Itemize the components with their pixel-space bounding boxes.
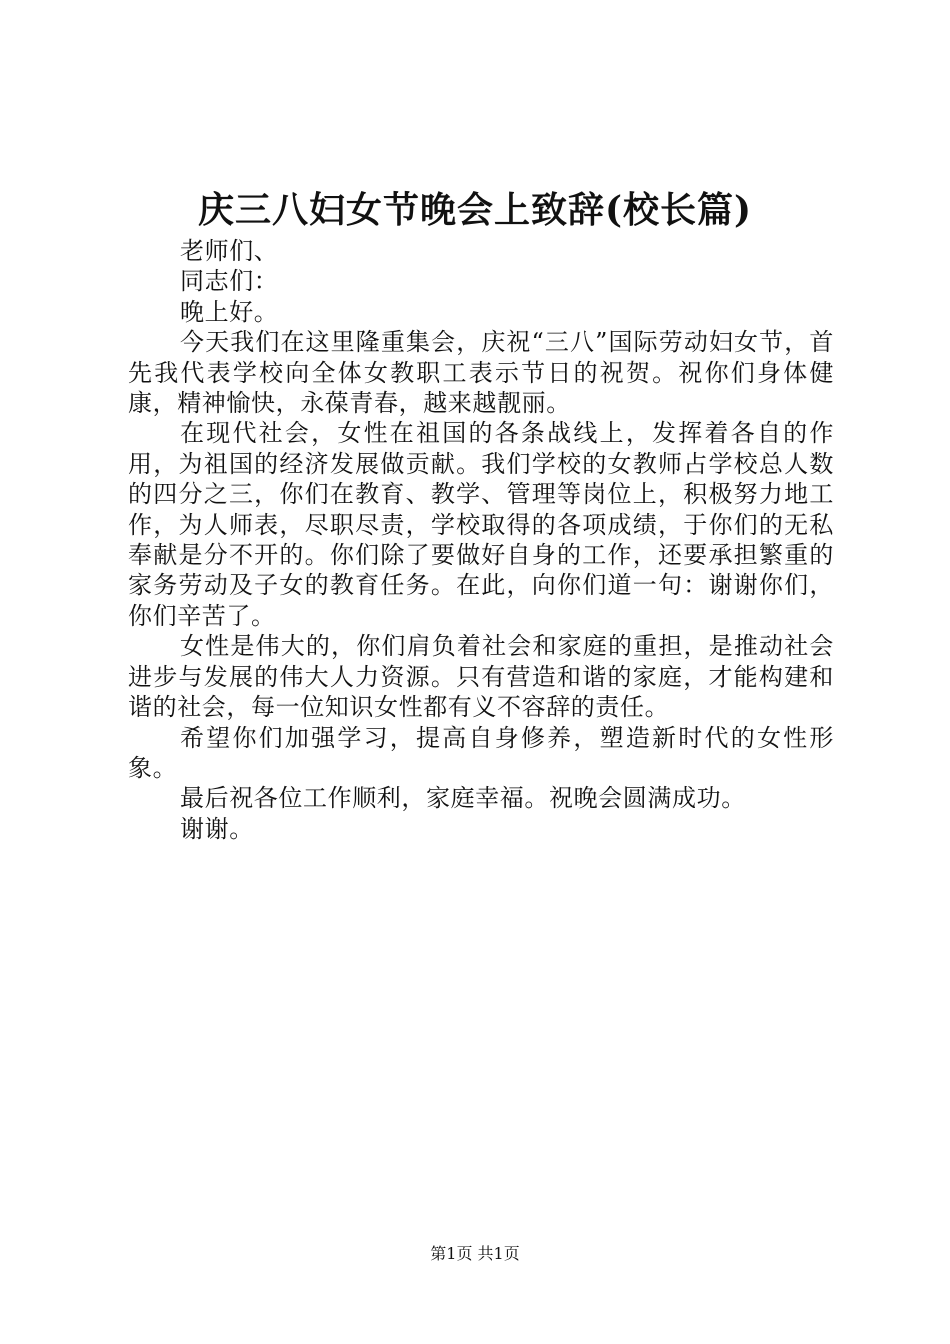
paragraph-thanks: 谢谢。 — [180, 814, 254, 843]
paragraph-women-great: 女性是伟大的，你们肩负着社会和家庭的重担，是推动社会进步与发展的伟大人力资源。只有营造和谐的家庭，才能构建和谐的社会，每一位知识女性都有义不容辞的责任。 — [128, 632, 834, 722]
document-body — [128, 236, 834, 844]
greeting-evening: 晚上好。 — [180, 297, 279, 326]
paragraph-modern-society: 在现代社会，女性在祖国的各条战线上，发挥着各自的作用，为祖国的经济发展做贡献。我们学校的女教师占学校总人数的四分之三，你们在教育、教学、管理等岗位上，积极努力地工作，为人师表，尽职尽责，学校取得的各项成绩，于你们的无私奉献是分不开的。你们除了要做好自身的工作，还要承担繁重的家务劳动及子女的教育任务。在此，向你们道一句：谢谢你们，你们辛苦了。 — [128, 419, 834, 630]
paragraph-closing-wishes: 最后祝各位工作顺利，家庭幸福。祝晚会圆满成功。 — [180, 784, 746, 813]
paragraph-celebration: 今天我们在这里隆重集会，庆祝“三八”国际劳动妇女节，首先我代表学校向全体女教职工表示节日的祝贺。祝你们身体健康，精神愉快，永葆青春，越来越靓丽。 — [128, 328, 834, 418]
page-footer: 第1页 共1页 — [430, 1244, 520, 1263]
greeting-comrades: 同志们： — [180, 267, 279, 296]
page-title: 庆三八妇女节晚会上致辞(校长篇) — [197, 189, 753, 231]
greeting-teachers: 老师们、 — [180, 237, 279, 265]
paragraph-hope: 希望你们加强学习，提高自身修养，塑造新时代的女性形象。 — [128, 723, 834, 782]
